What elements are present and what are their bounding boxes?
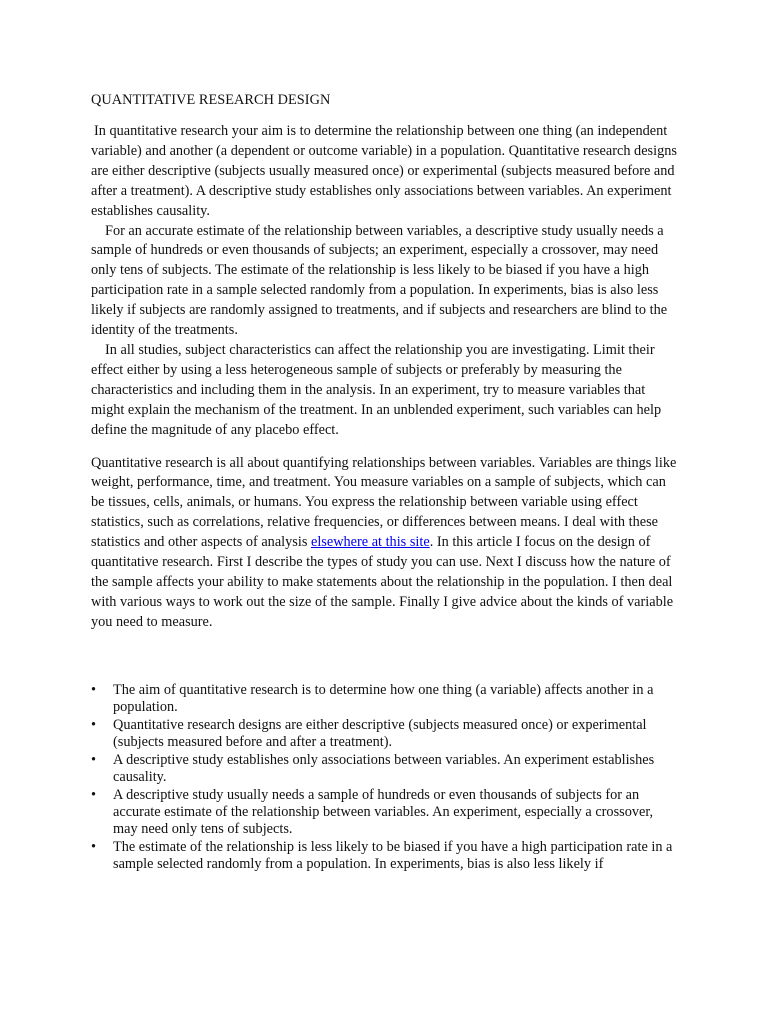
list-item (91, 682, 681, 716)
paragraph-overview-text-before: Quantitative research is all about quantifying relationships between variables. Variables are things like weight, performance, time, and treatment. You measure variables on a sample of subjects, which can be tissues, cells, animals, or humans. You express the relationship between variable using effect statistics, such as correlations, relative frequencies, or differences between means. I deal with these statistics and other aspects of analysis (91, 454, 677, 551)
list-item-text: Quantitative research designs are either descriptive (subjects measured once) or experimental (subjects measured before and after a treatment). (113, 717, 647, 750)
paragraph-overview (91, 454, 677, 633)
paragraph-intro: In quantitative research your aim is to determine the relationship between one thing (an independent variable) and another (a dependent or outcome variable) in a population. Quantitative research designs are either descriptive (subjects usually measured once) or experimental (subjects measured before and after a treatment). A descriptive study establishes only associations between variables. An experiment establishes causality. (91, 123, 677, 219)
document-body (91, 90, 677, 633)
bullet-icon: • (91, 682, 97, 698)
list-item (91, 717, 681, 751)
bullet-icon: • (91, 717, 97, 733)
list-item-text: A descriptive study establishes only associations between variables. An experiment establishes causality. (113, 752, 655, 785)
page-title: QUANTITATIVE RESEARCH DESIGN (91, 92, 331, 108)
list-item-text: A descriptive study usually needs a sample of hundreds or even thousands of subjects for an accurate estimate of the relationship between variables. An experiment, especially a crossover, may need only tens of subjects. (113, 787, 654, 837)
list-item-text: The estimate of the relationship is less likely to be biased if you have a high participation rate in a sample selected randomly from a population. In experiments, bias is also less likely if (113, 839, 673, 872)
summary-bullet-list (91, 682, 681, 874)
list-item (91, 839, 681, 873)
paragraph-subject-characteristics: In all studies, subject characteristics can affect the relationship you are investigating. Limit their effect either by using a less heterogeneous sample of subjects or preferably by measuring the characteristics and including them in the analysis. In an experiment, try to measure variables that might explain the mechanism of the treatment. In an unblended experiment, such variables can help define the magnitude of any placebo effect. (91, 341, 662, 438)
paragraph-sample-size: For an accurate estimate of the relationship between variables, a descriptive study usually needs a sample of hundreds or even thousands of subjects; an experiment, especially a crossover, may need only tens of subjects. The estimate of the relationship is less likely to be biased if you have a high participation rate in a sample selected randomly from a population. In experiments, bias is also less likely if subjects are randomly assigned to treatments, and if subjects and researchers are blind to the identity of the treatments. (91, 222, 668, 339)
bullet-icon: • (91, 752, 97, 768)
list-item-text: The aim of quantitative research is to determine how one thing (a variable) affects another in a population. (113, 682, 654, 715)
list-item (91, 752, 681, 786)
bullet-icon: • (91, 839, 97, 855)
paragraph-overview-text-after: . In this article I focus on the design of quantitative research. First I describe the types of study you can use. Next I discuss how the nature of the sample affects your ability to make statements about the relationship in the population. I then deal with various ways to work out the size of the sample. Finally I give advice about the kinds of variable you need to measure. (91, 534, 674, 630)
list-item (91, 787, 681, 838)
elsewhere-link[interactable]: elsewhere at this site (310, 534, 430, 551)
bullet-icon: • (91, 787, 97, 803)
